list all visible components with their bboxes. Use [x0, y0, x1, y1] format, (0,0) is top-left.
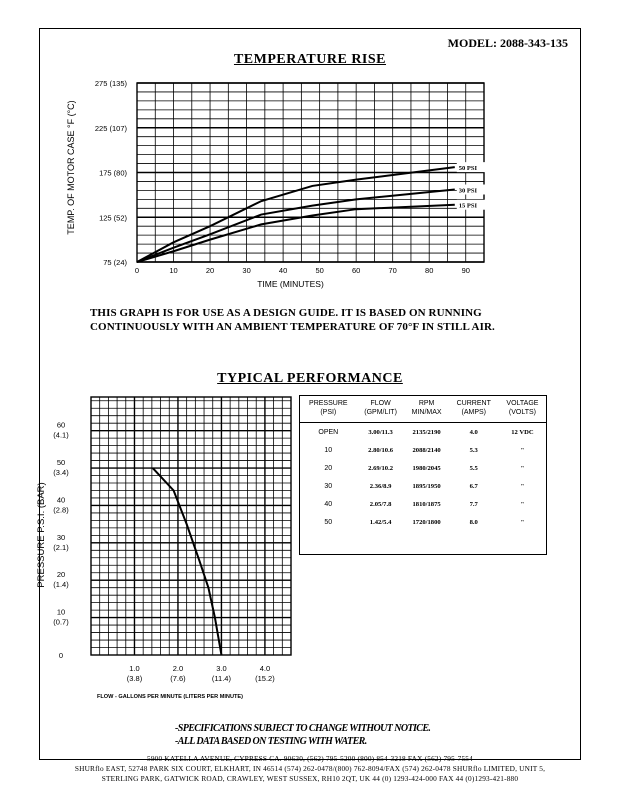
y-tick-label: 50	[56, 458, 66, 468]
table-cell: 2135/2190	[412, 428, 441, 436]
x-tick-label: 70	[388, 266, 397, 275]
y-tick-label: 10	[56, 607, 66, 617]
table-cell: "	[520, 464, 525, 472]
table-cell: 4.0	[469, 428, 478, 436]
table-row	[300, 423, 546, 442]
model-number: MODEL: 2088-343-135	[447, 36, 568, 50]
plot-frame	[91, 397, 291, 655]
spec-line-1: -SPECIFICATIONS SUBJECT TO CHANGE WITHOUT NOTICE.	[175, 723, 431, 734]
y-tick-label: 75 (24)	[103, 258, 127, 267]
table-cell: 12 VDC	[511, 428, 534, 436]
performance-table	[299, 395, 547, 555]
temperature-rise-title: TEMPERATURE RISE	[233, 52, 387, 67]
x-tick-sublabel: (3.8)	[126, 674, 143, 683]
y-tick-label: 40	[56, 495, 66, 505]
table-cell: 3.00/11.3	[368, 428, 393, 436]
x-tick-label: 90	[461, 266, 470, 275]
col-header-flow: FLOW (GPM/LIT)	[364, 400, 397, 416]
series-label: 30 PSI	[458, 187, 478, 195]
table-cell: 1980/2045	[412, 464, 441, 472]
y-tick-sublabel: (3.4)	[53, 468, 69, 478]
x-tick-label: 20	[205, 266, 215, 275]
x-tick-sublabel: (11.4)	[211, 674, 231, 683]
x-tick-label: 40	[278, 266, 288, 275]
series-label: 15 PSI	[458, 202, 478, 210]
y-tick-sublabel: (4.1)	[53, 430, 69, 440]
x-tick-label: 10	[169, 266, 178, 275]
x-tick-sublabel: (7.6)	[170, 674, 186, 683]
footer-line-1: 5900 KATELLA AVENUE, CYPRESS CA. 90630, (562) 795-5200 (800) 854-3218 FAX (562) 795-7554	[146, 754, 474, 763]
footer-line-3: STERLING PARK, GATWICK ROAD, CRAWLEY, WEST SUSSEX, RH10 2QT, UK 44 (0) 1293-424-000 FAX 44 (0)1293-421-880	[101, 774, 519, 783]
x-tick-label: 30	[242, 266, 251, 275]
x-tick-label: 1.0	[129, 664, 140, 673]
x-axis-label: TIME (MINUTES)	[257, 279, 324, 289]
y-tick-sublabel: (1.4)	[53, 580, 69, 590]
table-cell: "	[520, 482, 525, 490]
col-header-pressure: PRESSURE (PSI)	[309, 400, 348, 416]
table-cell: 30	[324, 482, 333, 490]
table-cell: 7.7	[469, 500, 478, 508]
table-cell: 2.36/8.9	[369, 482, 392, 490]
table-cell: "	[520, 500, 525, 508]
x-tick-label: 80	[425, 266, 434, 275]
table-cell: 1.42/5.4	[369, 518, 392, 526]
table-cell: 1895/1950	[412, 482, 441, 490]
y-tick-label: 30	[56, 532, 66, 542]
col-header-rpm: RPM MIN/MAX	[411, 400, 442, 416]
x-tick-label: 3.0	[216, 664, 227, 673]
col-header-voltage: VOLTAGE (VOLTS)	[506, 400, 539, 416]
y-axis-label: PRESSURE P.S.I. (BAR)	[36, 482, 47, 588]
table-cell: "	[520, 518, 525, 526]
y-tick-label: 125 (52)	[99, 213, 127, 223]
y-tick-label: 175 (80)	[99, 168, 127, 178]
table-row	[300, 441, 546, 459]
table-cell: 8.0	[469, 518, 478, 526]
table-header-row	[300, 396, 546, 423]
x-tick-sublabel: (15.2)	[255, 674, 275, 683]
table-cell: 10	[324, 446, 333, 454]
temperature-rise-chart	[0, 0, 620, 300]
table-cell: 2.05/7.8	[369, 500, 392, 508]
y-tick-sublabel: (2.8)	[53, 505, 69, 515]
y-tick-label: 275 (135)	[94, 79, 127, 88]
x-tick-label: 4.0	[259, 664, 271, 673]
table-cell: 2.69/10.2	[368, 464, 394, 472]
x-tick-label: 60	[351, 266, 361, 275]
series-label: 50 PSI	[458, 165, 478, 173]
y-tick-label: 20	[56, 570, 66, 580]
table-cell: 2.80/10.6	[368, 446, 394, 454]
table-cell: 5.3	[469, 446, 478, 454]
series-line	[137, 190, 455, 262]
table-cell: "	[520, 446, 525, 454]
table-cell: 50	[324, 518, 333, 526]
table-cell: 6.7	[469, 482, 478, 490]
table-row	[300, 513, 546, 531]
footer-line-2: SHURflo EAST, 52748 PARK SIX COURT, ELKHART, IN 46514 (574) 262-0478/(800) 762-8094/FAX (574) 262-0478 SHURflo LIMITED, UNIT 5,	[74, 764, 546, 773]
specifications-note	[175, 722, 430, 748]
y-tick-label: 225 (107)	[94, 123, 127, 133]
table-row	[300, 495, 546, 513]
col-header-current: CURRENT (AMPS)	[456, 400, 491, 416]
y-tick-sublabel: (2.1)	[53, 542, 69, 552]
x-axis-label: FLOW - GALLONS PER MINUTE (LITERS PER MINUTE)	[96, 694, 244, 700]
x-tick-label: 0	[134, 266, 140, 275]
table-cell: OPEN	[318, 428, 339, 436]
table-cell: 1810/1875	[412, 500, 441, 508]
typical-performance-title: TYPICAL PERFORMANCE	[217, 371, 403, 386]
footer-address	[0, 754, 620, 784]
table-cell: 20	[324, 464, 333, 472]
table-row	[300, 477, 546, 495]
spec-line-2: -ALL DATA BASED ON TESTING WITH WATER.	[175, 736, 367, 747]
x-tick-label: 50	[315, 266, 324, 275]
table-cell: 1720/1800	[412, 518, 441, 526]
pressure-flow-chart	[0, 380, 300, 710]
y-tick-label: 0	[58, 651, 64, 660]
table-cell: 5.5	[469, 464, 478, 472]
table-row	[300, 459, 546, 477]
x-tick-label: 2.0	[172, 664, 184, 673]
y-tick-label: 60	[56, 420, 66, 430]
y-axis-label: TEMP. OF MOTOR CASE °F (°C)	[66, 100, 76, 235]
table-cell: 2088/2140	[412, 446, 441, 454]
design-guide-note: THIS GRAPH IS FOR USE AS A DESIGN GUIDE. IT IS BASED ON RUNNING CONTINUOUSLY WITH AN AMBIENT TEMPERATURE OF 70°F IN STILL AIR.	[90, 307, 495, 333]
table-cell: 40	[324, 500, 333, 508]
y-tick-sublabel: (0.7)	[53, 617, 69, 627]
series-line	[153, 468, 222, 655]
